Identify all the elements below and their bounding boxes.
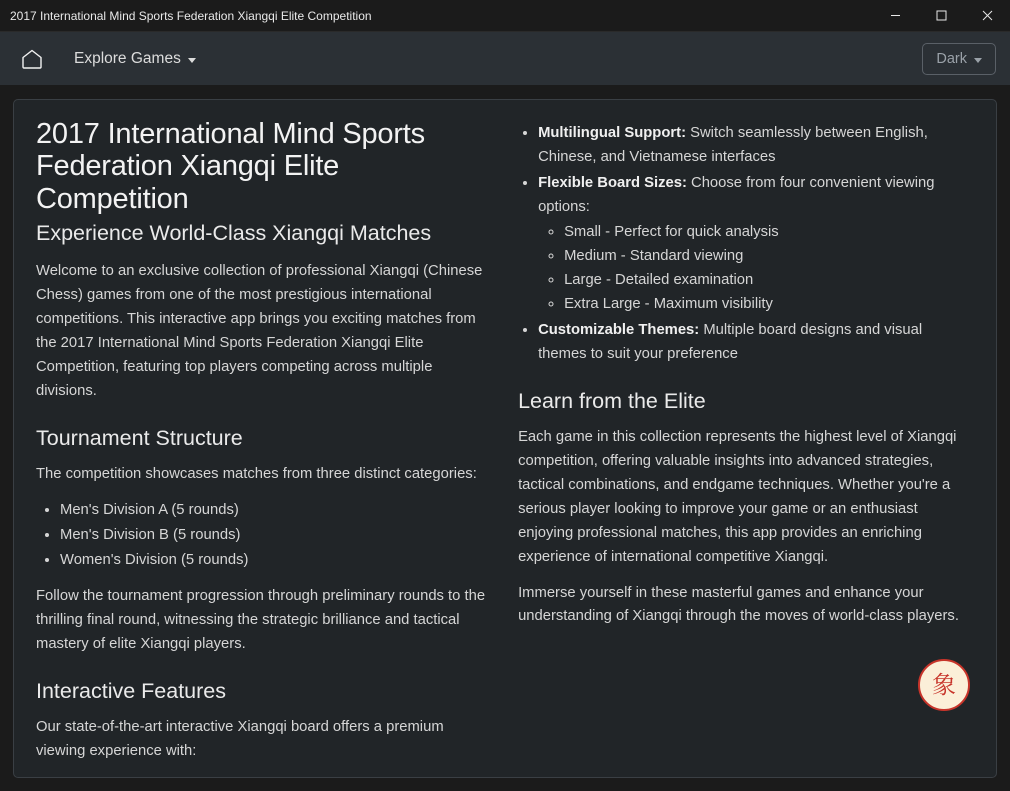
page-body [0,85,1010,791]
list-item [538,319,974,367]
intro-paragraph: Welcome to an exclusive collection of professional Xiangqi (Chinese Chess) games from one of the most prestigious international competitions. This interactive app brings you exciting matches from the 2017 International Mind Sports Federation Xiangqi Elite Competition, featuring top players competing across multiple divisions. [36,263,483,400]
maximize-button[interactable] [918,0,964,32]
xiangqi-seal-icon: 象 [918,659,970,711]
learn-from-elite-heading: Learn from the Elite [518,388,706,413]
list-item: • Men's Division B (5 rounds) [60,524,488,548]
feature-text: Switch seamlessly between English, Chinese, and Vietnamese interfaces [538,125,928,165]
interactive-features-heading: Interactive Features [36,679,227,703]
list-item [538,172,974,317]
list-item: ◦ Small - Perfect for quick analysis [564,221,974,245]
window-controls [872,0,1010,32]
right-column [518,118,974,759]
page-subtitle: Experience World-Class Xiangqi Matches [36,221,432,246]
learn-paragraph-1: Each game in this collection represents the highest level of Xiangqi competition, offering valuable insights into advanced strategies, tactical combinations, and endgame techniques. Whether you're a serious player looking to improve your game or an enthusiast enjoying professional matches, this app provides an enriching experience of international competitive Xiangqi. [518,428,957,565]
chevron-down-icon [188,58,196,63]
minimize-button[interactable] [872,0,918,32]
content-card [13,99,997,778]
tournament-outro: Follow the tournament progression through preliminary rounds to the thrilling final round, witnessing the strategic brilliance and tactical mastery of elite Xiangqi players. [36,588,486,653]
feature-text: Multiple board designs and visual themes to suit your preference [538,321,923,362]
learn-paragraph-2: Immerse yourself in these masterful games and enhance your understanding of Xiangqi through the moves of world-class players. [518,584,959,625]
board-size-list [538,221,974,317]
close-button[interactable] [964,0,1010,32]
home-icon[interactable] [14,43,50,75]
explore-games-menu[interactable] [68,46,202,72]
tournament-intro: The competition showcases matches from three distinct categories: [36,466,477,483]
feature-label: Customizable Themes: [538,321,700,338]
feature-label: Flexible Board Sizes: [538,174,687,191]
chevron-down-icon [974,58,982,63]
feature-list [518,122,974,367]
title-bar [0,0,1010,32]
feature-label: Multilingual Support: [538,125,687,141]
left-column [36,118,492,759]
tournament-structure-heading: Tournament Structure [36,426,243,451]
list-item: • Men's Division A (5 rounds) [60,499,488,523]
list-item: ◦ Medium - Standard viewing [564,245,974,269]
explore-games-label: Explore Games [74,49,181,67]
theme-select-label: Dark [936,50,967,67]
window-title: 2017 International Mind Sports Federation Xiangqi Elite Competition [10,8,372,23]
page-title: 2017 International Mind Sports Federation Xiangqi Elite Competition [36,118,425,215]
feature-text: Choose from four convenient viewing options: [538,174,935,215]
list-item [538,122,974,170]
seal-container [518,641,974,711]
navbar [0,32,1010,85]
list-item: ◦ Large - Detailed examination [564,269,974,293]
division-list [36,499,488,573]
list-item: • Women's Division (5 rounds) [60,549,488,573]
list-item: ◦ Extra Large - Maximum visibility [564,293,974,317]
features-intro: Our state-of-the-art interactive Xiangqi board offers a premium viewing experience with: [36,719,444,759]
theme-select-button[interactable] [922,43,996,75]
